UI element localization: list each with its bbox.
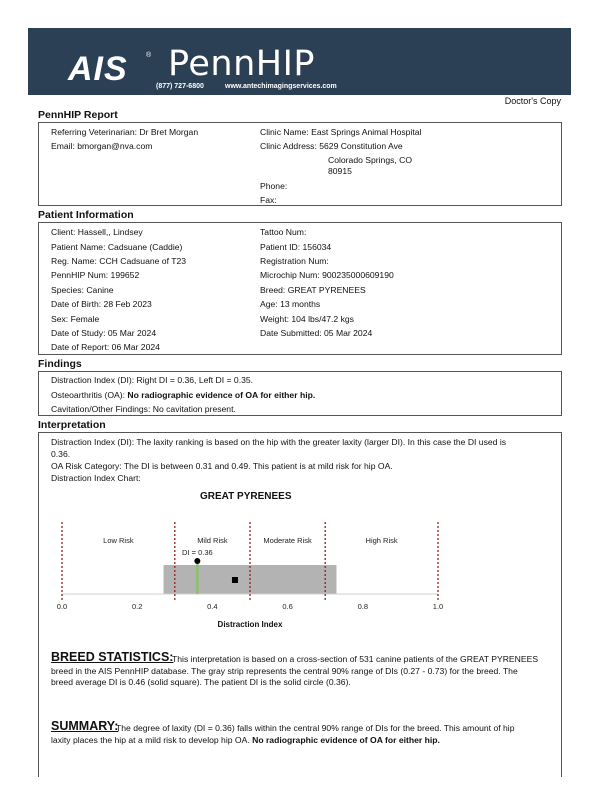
findings-title: Findings	[38, 358, 82, 370]
patient-di-point	[194, 558, 200, 564]
clinic-name: Clinic Name: East Springs Animal Hospital	[260, 127, 422, 137]
summary-text2-plain: laxity places the hip at a mild risk to develop hip OA.	[51, 735, 253, 745]
registered-mark: ®	[146, 52, 152, 59]
banner-url: www.antechimagingservices.com	[225, 83, 337, 90]
client: Client: Hassell,, Lindsey	[51, 227, 143, 237]
date-submitted: Date Submitted: 05 Mar 2024	[260, 328, 373, 338]
tattoo-num: Tattoo Num:	[260, 227, 307, 237]
registration-num: Registration Num:	[260, 256, 329, 266]
summary-heading: SUMMARY:	[51, 719, 119, 733]
breed-stats-heading: BREED STATISTICS:	[51, 650, 174, 664]
x-tick-label-1: 0.2	[131, 602, 143, 611]
interpretation-title: Interpretation	[38, 419, 106, 431]
email: Email: bmorgan@nva.com	[51, 141, 153, 151]
patient-title: Patient Information	[38, 209, 134, 221]
patient-di-label: DI = 0.36	[182, 548, 213, 557]
interp-line4: Distraction Index Chart:	[51, 473, 141, 483]
x-tick-label-0: 0.0	[56, 602, 68, 611]
ais-logo: AIS	[68, 50, 128, 88]
x-tick-label-2: 0.4	[207, 602, 218, 611]
banner-phone: (877) 727-6800	[156, 83, 204, 90]
age: Age: 13 months	[260, 299, 321, 309]
risk-zone-label-3: High Risk	[365, 536, 398, 545]
di-chart	[0, 500, 612, 640]
microchip-num: Microchip Num: 900235000609190	[260, 270, 394, 280]
oa-value: No radiographic evidence of OA for either hip.	[127, 390, 316, 400]
interp-line3: OA Risk Category: The DI is between 0.31 and 0.49. This patient is at mild risk for hip OA.	[51, 461, 393, 471]
patient-id: Patient ID: 156034	[260, 242, 332, 252]
clinic-phone: Phone:	[260, 181, 288, 191]
x-tick-label-5: 1.0	[432, 602, 444, 611]
date-of-report: Date of Report: 06 Mar 2024	[51, 342, 160, 352]
sex: Sex: Female	[51, 314, 100, 324]
clinic-address: Clinic Address: 5629 Constitution Ave	[260, 141, 403, 151]
clinic-zip: 80915	[328, 166, 352, 176]
report-title: PennHIP Report	[38, 109, 118, 121]
clinic-fax: Fax:	[260, 195, 277, 205]
species: Species: Canine	[51, 285, 114, 295]
interp-line1: Distraction Index (DI): The laxity ranking is based on the hip with the greater laxity (larger DI). In this case the DI used is	[51, 437, 507, 447]
findings-oa	[51, 390, 315, 400]
x-tick-label-4: 0.8	[357, 602, 369, 611]
risk-zone-label-1: Mild Risk	[197, 536, 228, 545]
findings-di: Distraction Index (DI): Right DI = 0.36, Left DI = 0.35.	[51, 375, 254, 385]
oa-label: Osteoarthritis (OA):	[51, 390, 128, 400]
reg-name: Reg. Name: CCH Cadsuane of T23	[51, 256, 187, 266]
chart-title: GREAT PYRENEES	[200, 491, 292, 502]
pennhip-num: PennHIP Num: 199652	[51, 270, 140, 280]
summary-text2-bold: No radiographic evidence of OA for either hip.	[252, 735, 440, 745]
summary-text2	[51, 735, 440, 745]
date-of-birth: Date of Birth: 28 Feb 2023	[51, 299, 152, 309]
summary-text1: The degree of laxity (DI = 0.36) falls within the central 90% range of DIs for the breed. This amount of hip	[116, 723, 515, 733]
findings-cavitation: Cavitation/Other Findings: No cavitation present.	[51, 404, 236, 414]
risk-zone-label-2: Moderate Risk	[263, 536, 312, 545]
weight: Weight: 104 lbs/47.2 kgs	[260, 314, 354, 324]
breed-stats-text1: This interpretation is based on a cross-section of 531 canine patients of the GREAT PYRENEES	[172, 654, 539, 664]
breed-average-point	[232, 577, 238, 583]
pennhip-logo: PennHIP	[168, 44, 316, 84]
breed: Breed: GREAT PYRENEES	[260, 285, 366, 295]
patient-name: Patient Name: Cadsuane (Caddie)	[51, 242, 183, 252]
x-axis-label: Distraction Index	[217, 620, 283, 629]
breed-stats-text3: breed average DI is 0.46 (solid square). The patient DI is the solid circle (0.36).	[51, 677, 351, 687]
ref-vet: Referring Veterinarian: Dr Bret Morgan	[51, 127, 199, 137]
interp-line2: 0.36.	[51, 449, 71, 459]
breed-stats-text2: breed in the AIS PennHIP database. The gray strip represents the central 90% range of DIs (0.27 - 0.73) for the breed. The	[51, 666, 518, 676]
date-of-study: Date of Study: 05 Mar 2024	[51, 328, 157, 338]
x-tick-label-3: 0.6	[282, 602, 293, 611]
risk-zone-label-0: Low Risk	[103, 536, 134, 545]
clinic-city: Colorado Springs, CO	[328, 155, 413, 165]
copy-label: Doctor's Copy	[504, 96, 561, 106]
